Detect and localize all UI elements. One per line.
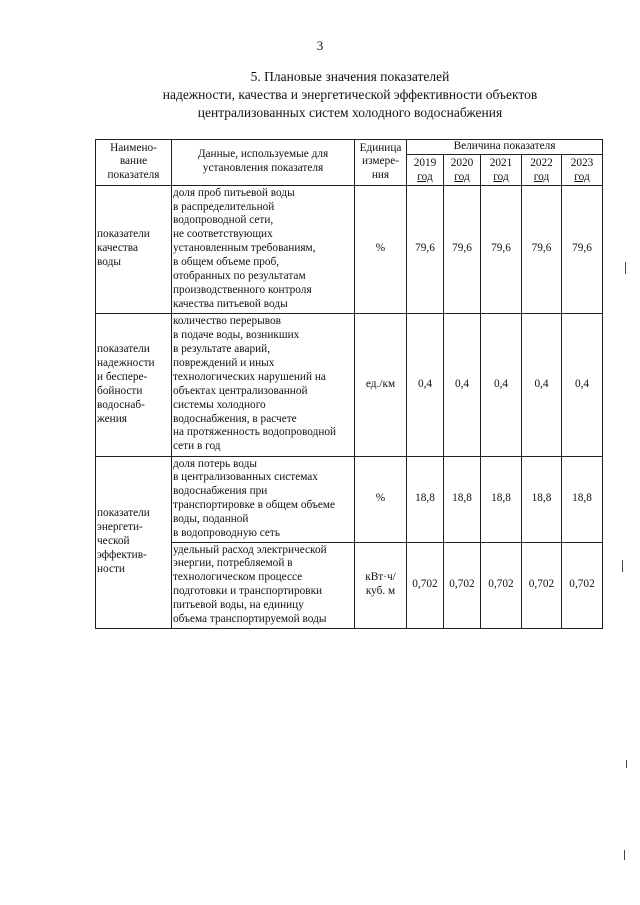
source-data-line: питьевой воды, на единицу (173, 599, 304, 612)
header-year: 2022 (522, 154, 562, 170)
header-year-suffix (481, 171, 522, 185)
header-year: 2023 (562, 154, 603, 170)
group-name-line: ности (97, 563, 125, 576)
value-cell: 0,702 (407, 542, 444, 628)
year-suffix-text: год (574, 170, 590, 183)
value-cell: 0,4 (481, 313, 522, 456)
group-name-line: и беспере- (97, 370, 148, 383)
unit-line: ед./км (365, 377, 396, 390)
value-cell: 0,702 (562, 542, 603, 628)
value-cell: 0,4 (444, 313, 481, 456)
unit-line: куб. м (365, 585, 396, 598)
heading-line-2: надежности, качества и энергетической эффективности объектов (162, 87, 538, 102)
header-line: показателя (107, 169, 160, 182)
value-cell: 0,702 (444, 542, 481, 628)
header-row (96, 140, 603, 155)
unit-cell (355, 542, 407, 628)
source-data-line: установленным требованиям, (173, 242, 316, 255)
section-heading (60, 68, 640, 122)
source-data-line: объема транспортируемой воды (173, 613, 327, 626)
value-cell: 18,8 (481, 456, 522, 542)
header-year-suffix (522, 171, 562, 185)
source-data-line: в водопроводную сеть (173, 527, 281, 540)
value-cell: 79,6 (444, 185, 481, 313)
source-data-line: технологических нарушений на (173, 370, 326, 383)
group-name-line: показатели (97, 343, 150, 355)
source-data-line: в распределительной (173, 200, 275, 213)
indicator-source-data (172, 542, 355, 628)
header-line: Наимено- (110, 141, 157, 154)
indicator-source-data (172, 456, 355, 542)
header-year-suffix (562, 171, 603, 185)
header-line: Данные, используемые для (197, 148, 329, 161)
header-line: Единица (359, 141, 402, 154)
source-data-line: доля потерь воды (173, 457, 257, 470)
source-data-line: на протяженность водопроводной (173, 426, 337, 439)
group-name-line: водоснаб- (97, 398, 145, 411)
year-suffix-text: год (454, 170, 470, 183)
group-name-line: энергети- (97, 521, 143, 534)
value-cell: 79,6 (522, 185, 562, 313)
year-suffix-text: год (493, 170, 509, 183)
scan-mark (622, 560, 623, 572)
indicator-group-name (96, 185, 172, 313)
indicator-group-name (96, 456, 172, 628)
source-data-line: подготовки и транспортировки (173, 585, 323, 598)
source-data-line: технологическом процессе (173, 571, 303, 584)
unit-cell (355, 313, 407, 456)
source-data-line: отобранных по результатам (173, 270, 306, 283)
source-data-line: водоснабжения при (173, 485, 268, 498)
group-name-line: качества (97, 242, 139, 255)
header-year: 2021 (481, 154, 522, 170)
value-cell: 18,8 (444, 456, 481, 542)
source-data-line: в централизованных системах (173, 471, 318, 484)
unit-cell (355, 185, 407, 313)
table-row (96, 456, 603, 542)
scan-mark (625, 262, 626, 274)
group-name-line: бойности (97, 384, 143, 397)
indicator-source-data (172, 313, 355, 456)
source-data-line: водопроводной сети, (173, 214, 274, 227)
source-data-line: воды, поданной (173, 513, 249, 526)
source-data-line: водоснабжения, в расчете (173, 412, 297, 425)
header-year-suffix (444, 171, 481, 185)
table-row (96, 185, 603, 313)
group-name-line: эффектив- (97, 549, 147, 562)
source-data-line: сети в год (173, 440, 221, 453)
source-data-line: в результате аварий, (173, 343, 271, 355)
scan-mark (626, 760, 627, 768)
value-cell: 0,702 (481, 542, 522, 628)
value-cell: 79,6 (407, 185, 444, 313)
heading-line-1: 5. Плановые значения показателей (250, 69, 450, 84)
source-data-line: удельный расход электрической (173, 543, 327, 556)
group-name-line: надежности (97, 356, 155, 369)
group-name-line: жения (97, 412, 127, 425)
year-suffix-text: год (533, 170, 550, 183)
source-data-line: в общем объеме проб, (173, 256, 280, 269)
indicators-table (95, 139, 603, 629)
group-name-line: ческой (97, 535, 130, 548)
header-line: вание (119, 155, 148, 168)
source-data-line: объектах централизованной (173, 384, 308, 397)
value-cell: 0,4 (522, 313, 562, 456)
header-line: измере- (362, 155, 399, 168)
page-number: 3 (316, 38, 324, 53)
source-data-line: повреждений и иных (173, 356, 275, 369)
source-data-line: в подаче воды, возникших (173, 329, 300, 342)
scan-mark (624, 850, 625, 860)
header-source-data (172, 140, 355, 186)
value-cell: 0,4 (407, 313, 444, 456)
source-data-line: производственного контроля (173, 283, 312, 296)
source-data-line: транспортировке в общем объеме (173, 499, 336, 512)
group-name-line: показатели (97, 507, 150, 520)
source-data-line: доля проб питьевой воды (173, 186, 295, 199)
unit-cell (355, 456, 407, 542)
value-cell: 18,8 (562, 456, 603, 542)
indicator-source-data (172, 185, 355, 313)
indicator-group-name (96, 313, 172, 456)
source-data-line: не соответствующих (173, 228, 273, 241)
heading-line-3: централизованных систем холодного водоснабжения (197, 105, 503, 120)
header-indicator-name (96, 140, 172, 186)
table-row (96, 313, 603, 456)
header-unit (355, 140, 407, 186)
header-year: 2020 (444, 154, 481, 170)
value-cell: 79,6 (562, 185, 603, 313)
table-row (96, 542, 603, 628)
value-cell: 0,4 (562, 313, 603, 456)
group-name-line: показатели (97, 228, 150, 241)
source-data-line: энергии, потребляемой в (173, 557, 293, 570)
source-data-line: системы холодного (173, 398, 266, 411)
value-cell: 0,702 (522, 542, 562, 628)
unit-line: % (375, 492, 386, 505)
header-year: 2019 (407, 154, 444, 170)
header-line: ния (371, 169, 390, 182)
value-cell: 18,8 (407, 456, 444, 542)
group-name-line: воды (97, 256, 121, 269)
year-suffix-text: год (417, 170, 433, 183)
value-cell: 18,8 (522, 456, 562, 542)
header-line: установления показателя (202, 162, 324, 175)
header-value-group: Величина показателя (407, 140, 603, 155)
header-year-suffix (407, 171, 444, 185)
unit-line: % (375, 242, 386, 255)
source-data-line: количество перерывов (173, 315, 281, 328)
source-data-line: качества питьевой воды (173, 297, 288, 310)
unit-line: кВт·ч/ (365, 571, 396, 584)
value-cell: 79,6 (481, 185, 522, 313)
